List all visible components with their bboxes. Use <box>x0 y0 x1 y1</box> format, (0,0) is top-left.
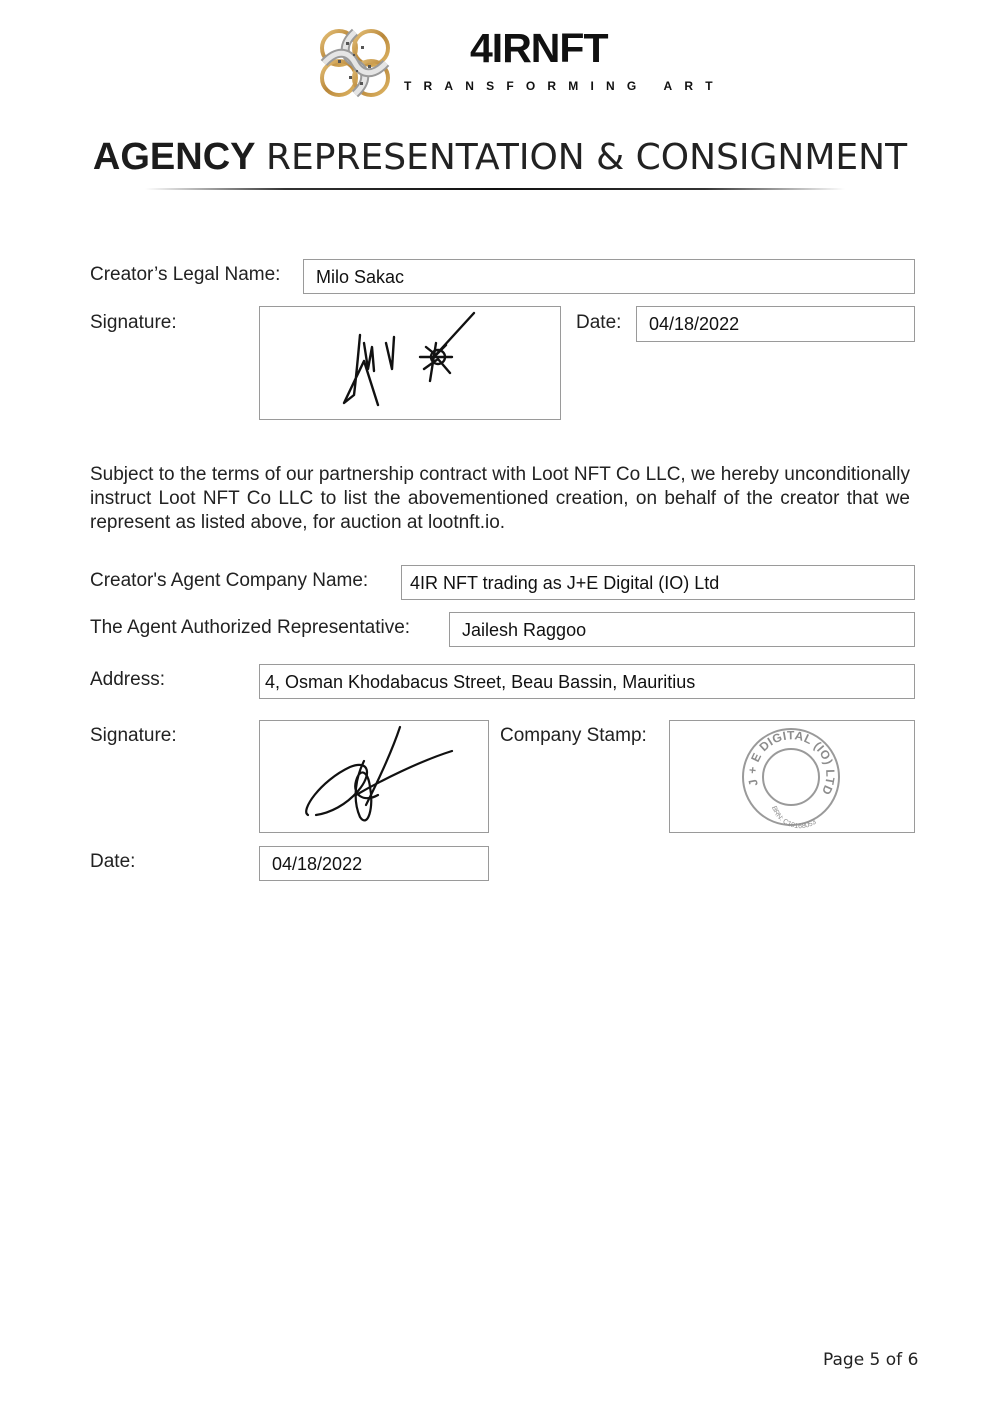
agent-address-value: 4, Osman Khodabacus Street, Beau Bassin, Mauritius <box>265 672 696 692</box>
svg-text:J + E DIGITAL (IO) LTD <box>745 728 837 797</box>
brand-name: 4IRNFT <box>470 25 608 71</box>
agent-date-value: 04/18/2022 <box>272 854 363 874</box>
svg-text:BRN: C19168053 <box>770 805 818 830</box>
stamp-brn-text: BRN: C19168053 <box>770 805 818 831</box>
creator-legal-name-field[interactable] <box>303 259 915 294</box>
agent-company-value: 4IR NFT trading as J+E Digital (IO) Ltd <box>410 573 720 593</box>
creator-legal-name-label: Creator’s Legal Name: <box>90 264 281 285</box>
page-number: Page 5 of 6 <box>823 1350 919 1370</box>
agent-signature-image <box>260 721 488 832</box>
agent-representative-label: The Agent Authorized Representative: <box>90 617 411 638</box>
agent-representative-field[interactable] <box>449 612 915 647</box>
agent-company-label: Creator's Agent Company Name: <box>90 570 369 591</box>
instruction-paragraph: Subject to the terms of our partnership contract with Loot NFT Co LLC, we hereby unconditionally instruct Loot NFT Co LLC to list the abovementioned creation, on behalf of the creator that we represent as listed above, for auction at lootnft.io. <box>90 464 910 533</box>
brand-tagline: TRANSFORMING ART <box>404 79 725 93</box>
agent-date-field[interactable] <box>259 846 489 881</box>
agent-address-label: Address: <box>90 669 165 690</box>
creator-legal-name-value: Milo Sakac <box>316 267 405 287</box>
agent-address-field[interactable] <box>259 664 915 699</box>
page-title <box>0 134 1000 181</box>
infinity-knot-logo-icon <box>316 24 394 102</box>
agent-signature-label: Signature: <box>90 725 177 746</box>
creator-signature-label: Signature: <box>90 312 177 333</box>
company-stamp-seal <box>670 721 914 832</box>
creator-signature-image <box>260 307 560 419</box>
creator-signature-box[interactable] <box>259 306 561 420</box>
company-stamp-label: Company Stamp: <box>500 725 647 746</box>
stamp-company-text: J + E DIGITAL (IO) LTD <box>745 728 838 798</box>
title-divider <box>145 188 845 190</box>
company-stamp-box[interactable] <box>669 720 915 833</box>
creator-date-label: Date: <box>576 312 622 333</box>
creator-date-field[interactable] <box>636 306 915 342</box>
agent-company-field[interactable] <box>401 565 915 600</box>
title-bold: AGENCY <box>92 136 256 178</box>
title-rest: REPRESENTATION & CONSIGNMENT <box>266 137 908 178</box>
agent-signature-box[interactable] <box>259 720 489 833</box>
agent-representative-value: Jailesh Raggoo <box>462 620 587 640</box>
agent-date-label: Date: <box>90 851 136 872</box>
creator-date-value: 04/18/2022 <box>649 314 740 334</box>
